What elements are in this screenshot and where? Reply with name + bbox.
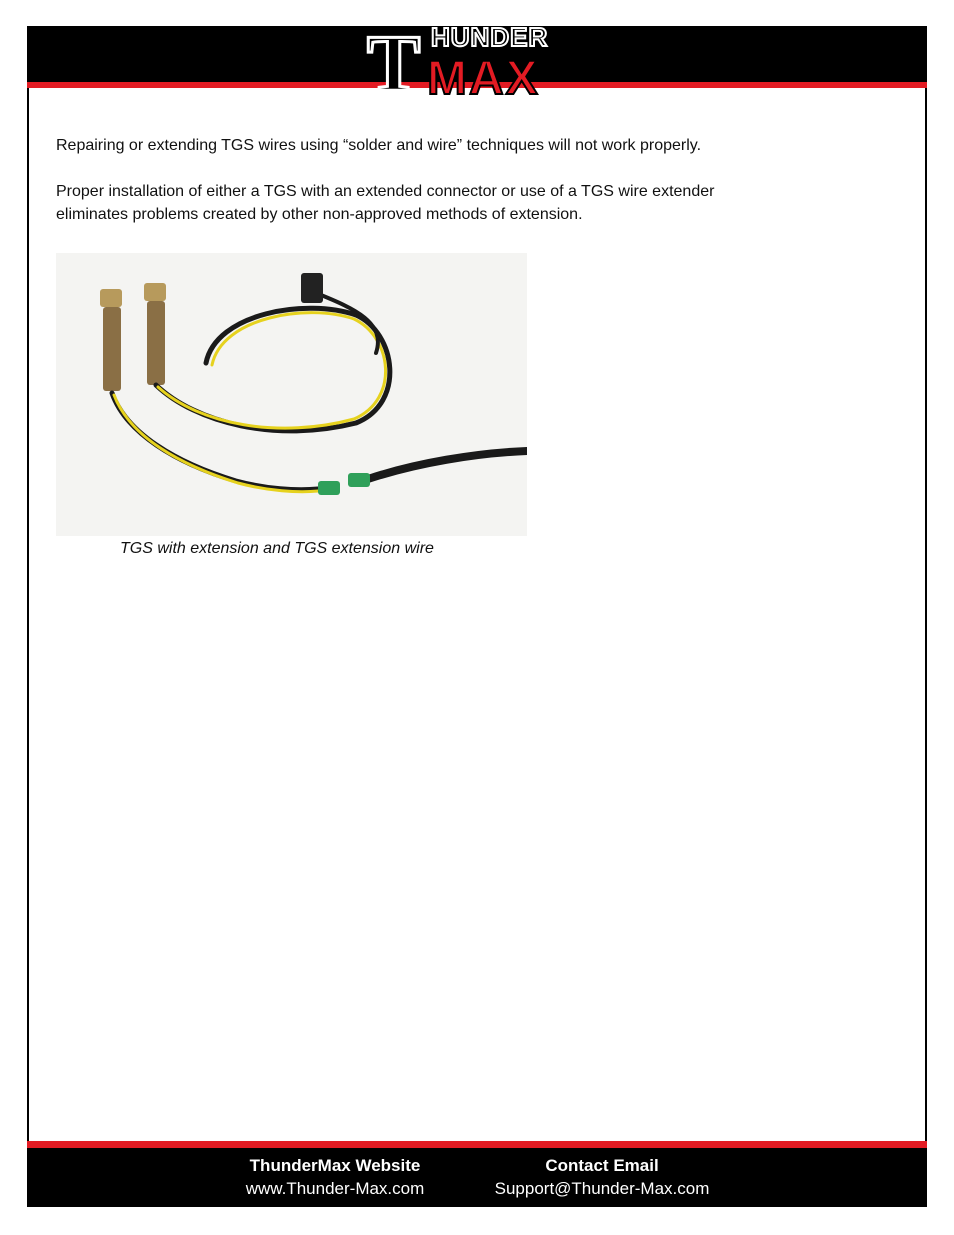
paragraph-1: Repairing or extending TGS wires using “solder and wire” techniques will not work properly. bbox=[56, 137, 702, 154]
connector-icon bbox=[318, 481, 340, 495]
contact-email-link[interactable]: Support@Thunder-Max.com bbox=[494, 1179, 710, 1198]
contact-title: Contact Email bbox=[545, 1156, 659, 1175]
logo-letter-t: T bbox=[367, 20, 421, 98]
paragraph-2: Proper installation of either a TGS with an extended connector or use of a TGS wire extender eliminates problems created by other non-approved methods of extension. bbox=[56, 183, 715, 223]
tgs-photo bbox=[56, 253, 527, 536]
website-title: ThunderMax Website bbox=[249, 1156, 421, 1175]
footer-bar bbox=[27, 1148, 927, 1207]
logo-max: MAX bbox=[427, 52, 540, 98]
connector-icon bbox=[348, 473, 370, 487]
logo-hunder: HUNDER bbox=[431, 22, 549, 52]
photo-caption: TGS with extension and TGS extension wire bbox=[120, 540, 434, 557]
footer-accent-stripe bbox=[27, 1141, 927, 1148]
footer-contact bbox=[475, 1154, 729, 1200]
connector-icon bbox=[301, 273, 323, 303]
thundermax-logo bbox=[365, 18, 591, 98]
website-link[interactable]: www.Thunder-Max.com bbox=[245, 1179, 425, 1198]
footer-website bbox=[227, 1154, 443, 1200]
body-text bbox=[56, 134, 736, 249]
